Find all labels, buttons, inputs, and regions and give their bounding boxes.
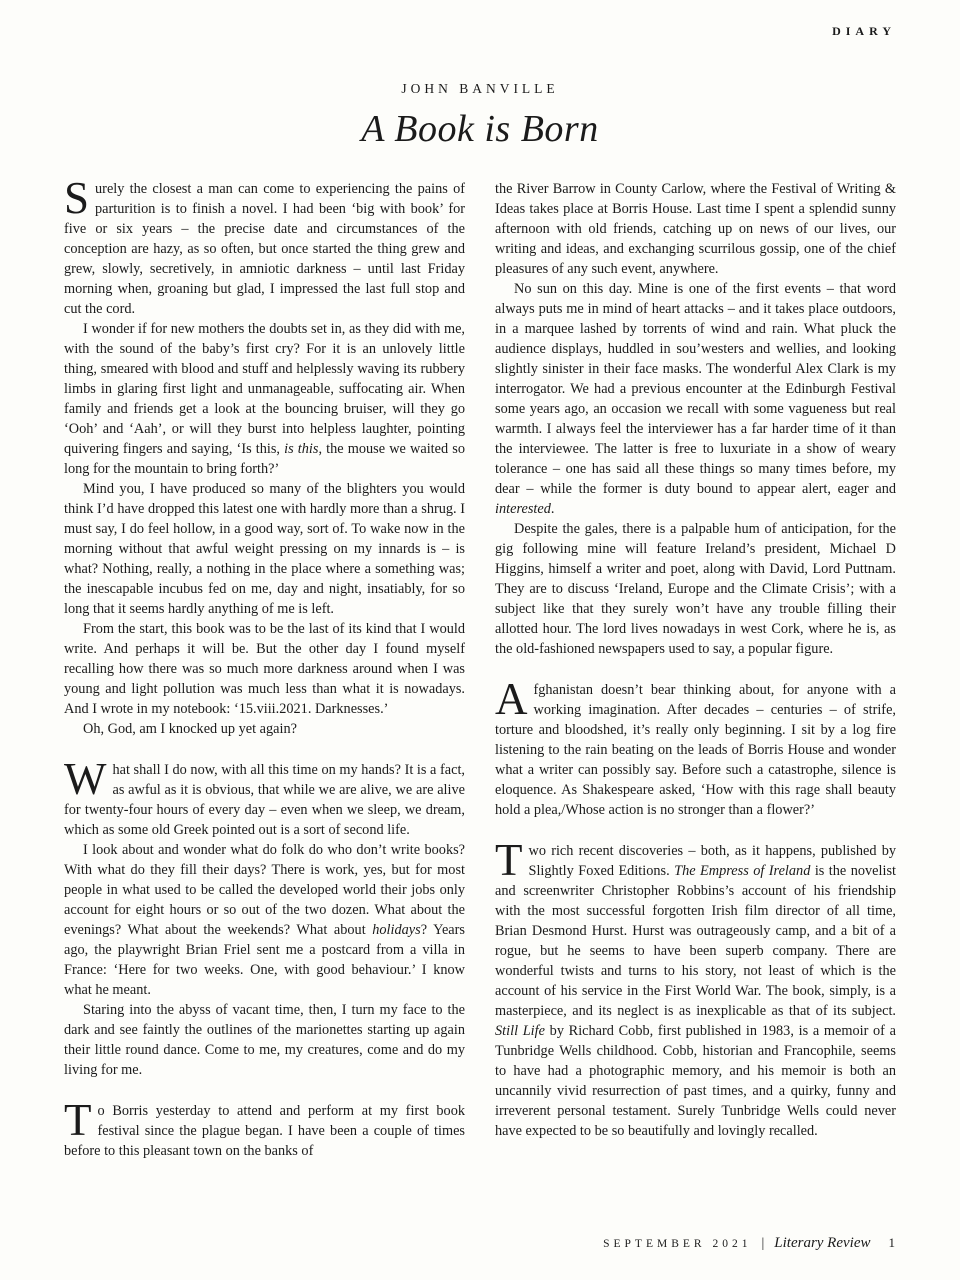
page-footer [603, 1235, 896, 1252]
article-body [64, 173, 897, 1161]
column-right [495, 179, 896, 1161]
article-title: A Book is Born [361, 108, 599, 150]
drop-cap: S [64, 173, 90, 223]
paragraph: I look about and wonder what do folk do who don’t write books? With what do they fill their days? There is work, yes, but for most people in what used to be called the developed world their jobs only account for eight hours or so out of the two dozen. What about the evenings? What about the weekends? What about holidays? Years ago, the playwright Brian Friel sent me a postcard from a villa in France: ‘Here for two weeks. One, with good behaviour.’ I know what he meant. [64, 842, 465, 998]
paragraph: Surely the closest a man can come to experiencing the pains of parturition is to finish a novel. I had been ‘big with book’ for five or six years – the precise date and circumstances of the conception are hazy, as so often, but once started the thing grew and grew, slowly, secretively, in amniotic darkness – until last Friday morning when, groaning but glad, I impressed the last full stop and cut the cord. [64, 173, 465, 317]
page-number: 1 [888, 1235, 896, 1250]
author-name: JOHN BANVILLE [401, 81, 559, 96]
paragraph: Two rich recent discoveries – both, as it happens, published by Slightly Foxed Editions. The Empress of Ireland is the novelist and screenwriter Christopher Robbins’s account of his friendship with the most successful forgotten Irish film director of all time, Brian Desmond Hurst. Hurst was outrageously camp, and a bit of a rogue, but he seems to have been superb company. There are wonderful twists and turns to his story, not least of which is the account of his service in the First World War. The book, simply, is a masterpiece, and its neglect is as inexplicable as that of its subject. Still Life by Richard Cobb, first published in 1983, is a memoir of a Tunbridge Wells childhood. Cobb, historian and Francophile, seems to have had a photographic memory, and his memoir is both an uncannily vivid resurrection of past times, and a quirky, funny and irreverent personal testament. Surely Tunbridge Wells could never have expected to be so beautifully and lovingly recalled. [495, 835, 897, 1139]
paragraph: Mind you, I have produced so many of the blighters you would think I’d have dropped this latest one with hardly more than a shrug. I must say, I do feel hollow, in a good way, sort of. To wake now in the morning without that awful weight pressing on my innards is – is what? Nothing, really, a nothing in the place where a something was; the inescapable incubus fed on me, day and night, insatiably, for so long that it seems hardly anything of me is left. [64, 481, 465, 617]
issue-date: SEPTEMBER 2021 [603, 1238, 752, 1250]
drop-cap: W [64, 754, 107, 804]
footer-divider: | [761, 1236, 765, 1251]
column-left [64, 173, 465, 1161]
paragraph: From the start, this book was to be the last of its kind that I would write. And perhaps it will be. But the other day I found myself recalling how there was so much more darkness around when I was young and light pollution was much less than what it is nowadays. And I wrote in my notebook: ‘15.viii.2021. Darknesses.’ [64, 621, 465, 717]
paragraph: the River Barrow in County Carlow, where the Festival of Writing & Ideas takes place at Borris House. Last time I spent a splendid sunny afternoon with old friends, catching up on news of our lives, our writing and ideas, and exchanging scurrilous gossip, one of the chief pleasures of any such event, anywhere. [495, 181, 896, 277]
paragraph: Afghanistan doesn’t bear thinking about, for anyone with a working imagination. After decades – centuries – of strife, torture and bloodshed, it’s really only beginning. I sit by a log fire listening to the rain beating on the leads of Borris House and wonder what a writer can possibly say. Before such a catastrophe, silence is eloquence. As Shakespeare asked, ‘How with this rage shall beauty hold a plea,/Whose action is no stronger than a flower?’ [495, 674, 896, 818]
paragraph: I wonder if for new mothers the doubts set in, as they did with me, with the sound of the baby’s first cry? For it is an unlovely little thing, smeared with blood and stuff and helplessly waving its rubbery limbs in glaring first light and unmanageable, suffocating air. When family and friends get a look at the bouncing bruiser, will they go ‘Ooh’ and ‘Aah’, or will they burst into helpless laughter, pointing quivering fingers and saying, ‘Is this, is this, the mouse we waited so long for the mountain to bring forth?’ [64, 321, 465, 477]
paragraph: What shall I do now, with all this time on my hands? It is a fact, as awful as it is obvious, that while we are alive, we are alive for twenty-four hours of every day – even when we sleep, we dream, which as some old Greek pointed out is a sort of second life. [64, 754, 465, 838]
paragraph: No sun on this day. Mine is one of the first events – that word always puts me in mind of heart attacks – and it takes place outdoors, in a marquee lashed by torrents of wind and rain. What pluck the audience displays, huddled in sou’westers and wellies, and looking slightly sinister in their face masks. The wonderful Alex Clark is my interrogator. We had a previous encounter at the Edinburgh Festival some years ago, an occasion we recall with some vagueness but real warmth. I always feel the interviewer has a far harder time of it than the interviewee. The latter is free to luxuriate in a show of weary tolerance – one has said all these things so many times before, my dear – while the former is duty bound to appear alert, eager and interested. [495, 281, 896, 517]
drop-cap: T [495, 835, 523, 885]
drop-cap: T [64, 1095, 92, 1145]
paragraph: Despite the gales, there is a palpable hum of anticipation, for the gig following mine will feature Ireland’s president, Michael D Higgins, himself a writer and poet, along with David, Lord Puttnam. They are to discuss ‘Ireland, Europe and the Climate Crisis’; with a subject like that they surely won’t have any trouble filling their allotted hour. The lord lives nowadays in west Cork, where he is, as the old-fashioned newspapers used to say, a popular figure. [495, 521, 896, 657]
paragraph: Oh, God, am I knocked up yet again? [83, 721, 297, 737]
journal-name: Literary Review [774, 1235, 871, 1251]
drop-cap: A [495, 674, 528, 724]
paragraph: Staring into the abyss of vacant time, then, I turn my face to the dark and see faintly the outlines of the marionettes starting up again their little round dance. Come to me, my creatures, come and do my living for me. [64, 1002, 465, 1078]
section-kicker: DIARY [832, 24, 896, 38]
article-masthead [64, 81, 896, 151]
paragraph: To Borris yesterday to attend and perform at my first book festival since the plague began. I have been a couple of times before to this pleasant town on the banks of [64, 1095, 465, 1159]
